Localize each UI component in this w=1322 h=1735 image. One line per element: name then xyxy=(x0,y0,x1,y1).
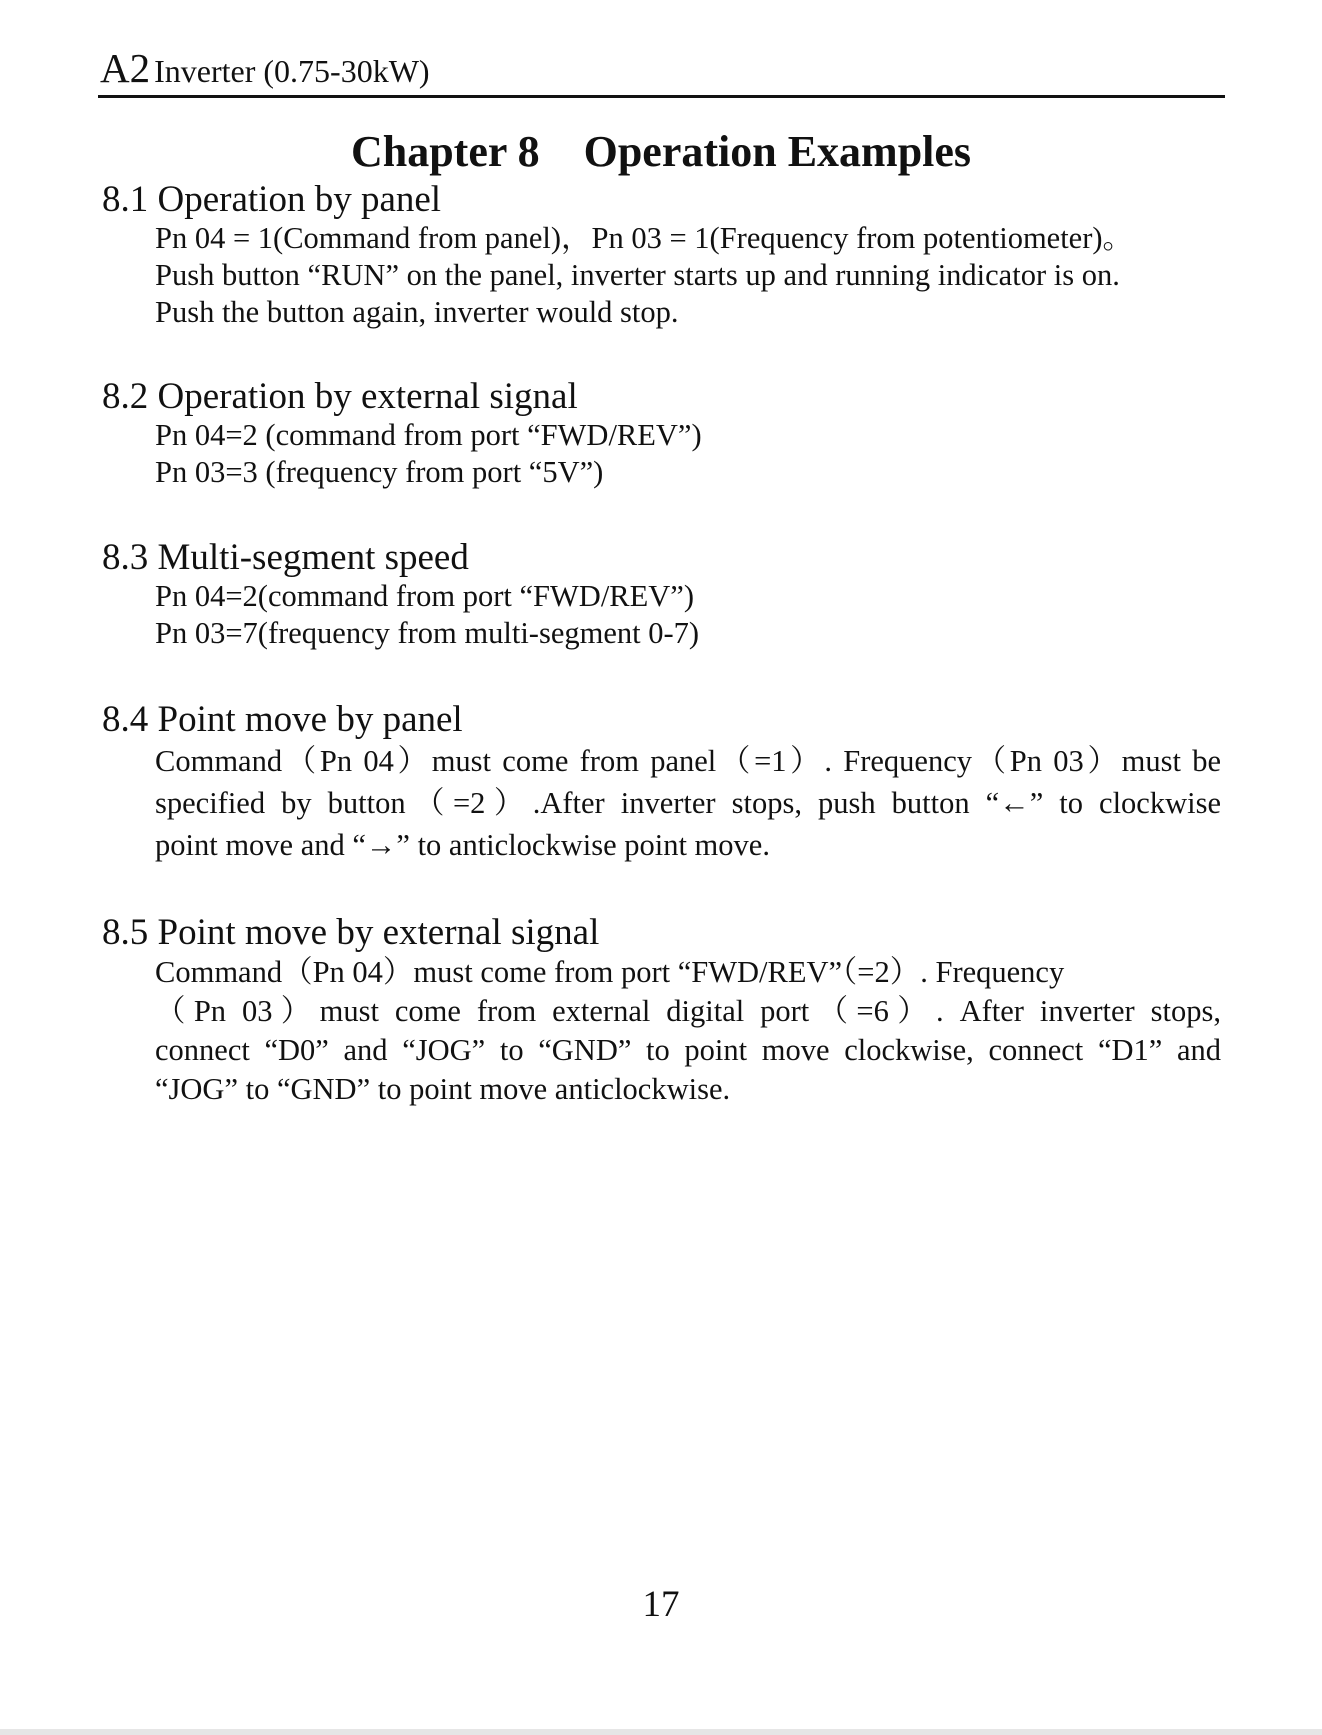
section-heading: 8.2 Operation by external signal xyxy=(102,376,578,417)
header-rule xyxy=(98,95,1225,98)
body-line: Pn 03=3 (frequency from port “5V”) xyxy=(155,455,604,489)
page-number: 17 xyxy=(642,1584,680,1625)
section-body xyxy=(155,417,1221,491)
body-line: specified by button（=2）.After inverter stops, push button “←” to clockwise xyxy=(155,786,1221,820)
page-bottom-edge xyxy=(0,1729,1322,1735)
chapter-title xyxy=(0,128,1322,176)
section-body xyxy=(155,220,1221,331)
section-8-5 xyxy=(102,913,1222,1109)
section-8-2 xyxy=(102,377,1222,491)
body-line: （Pn 03）must come from external digital port（=6）. After inverter stops, xyxy=(155,994,1221,1028)
section-8-3 xyxy=(102,538,1222,652)
section-heading: 8.4 Point move by panel xyxy=(102,699,463,740)
section-heading: 8.1 Operation by panel xyxy=(102,179,442,220)
section-heading: 8.3 Multi-segment speed xyxy=(102,537,469,578)
section-body xyxy=(155,953,1221,1109)
body-line: point move and “→” to anticlockwise point move. xyxy=(155,828,770,862)
body-line: Pn 04=2 (command from port “FWD/REV”) xyxy=(155,418,702,452)
body-line: connect “D0” and “JOG” to “GND” to point move clockwise, connect “D1” and xyxy=(155,1033,1221,1067)
body-line: Pn 03=7(frequency from multi-segment 0-7) xyxy=(155,616,700,650)
section-8-4 xyxy=(102,700,1222,866)
section-body xyxy=(155,578,1221,652)
header-model: A2 xyxy=(100,45,151,91)
chapter-number: Chapter 8 xyxy=(350,127,540,176)
section-heading: 8.5 Point move by external signal xyxy=(102,912,600,953)
body-line: Command（Pn 04）must come from port “FWD/REV”（=2）. Frequency xyxy=(155,955,1065,989)
body-line: Push the button again, inverter would stop. xyxy=(155,295,679,329)
section-8-1 xyxy=(102,180,1222,331)
header-description: Inverter (0.75-30kW) xyxy=(154,53,430,89)
body-line: Push button “RUN” on the panel, inverter starts up and running indicator is on. xyxy=(155,258,1120,292)
body-line: Pn 04 = 1(Command from panel)，Pn 03 = 1(Frequency from potentiometer)。 xyxy=(155,221,1134,255)
body-line: Pn 04=2(command from port “FWD/REV”) xyxy=(155,579,694,613)
body-line: “JOG” to “GND” to point move anticlockwise. xyxy=(155,1072,731,1106)
body-line: Command（Pn 04）must come from panel（=1）. Frequency（Pn 03）must be xyxy=(155,744,1221,778)
page-header xyxy=(100,45,430,91)
chapter-name: Operation Examples xyxy=(583,127,972,176)
section-body xyxy=(155,740,1221,866)
